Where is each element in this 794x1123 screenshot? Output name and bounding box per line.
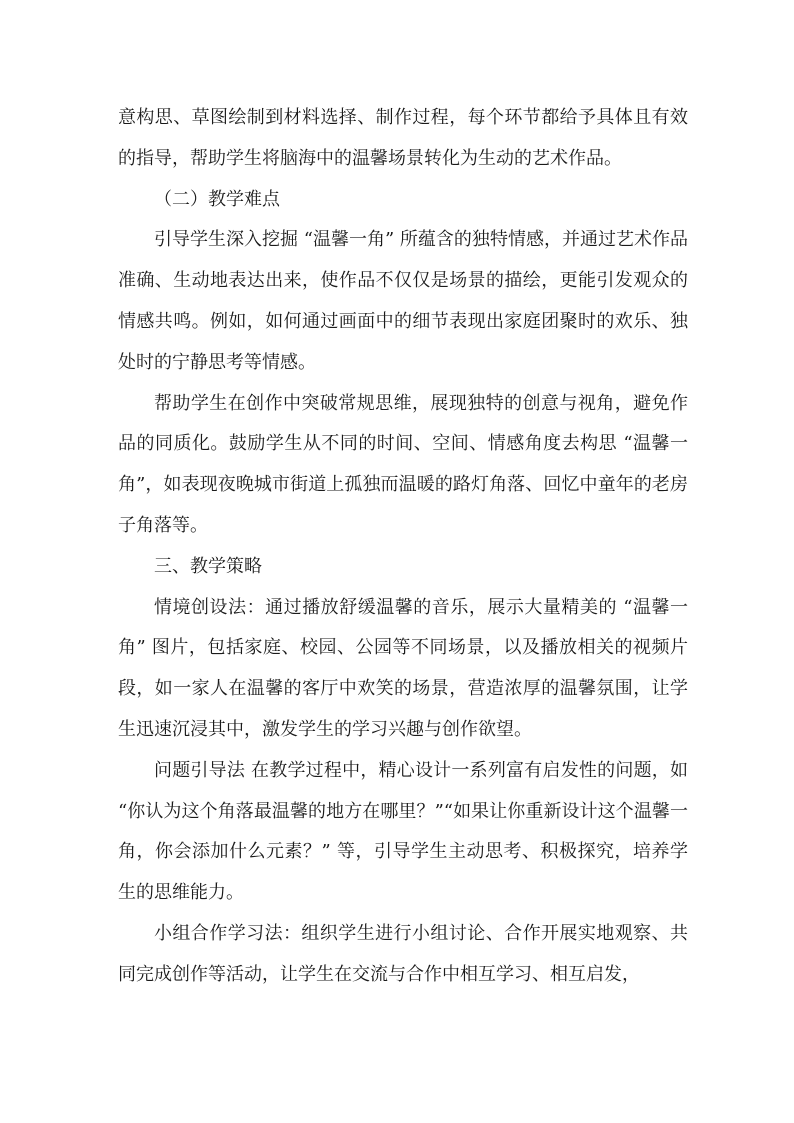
paragraph-difficulty-emotion: 引导学生深入挖掘 “温馨一角” 所蕴含的独特情感，并通过艺术作品准确、生动地表达出来，使作品不仅仅是场景的描绘，更能引发观众的情感共鸣。例如，如何通过画面中的细节表现出家庭团聚时的欢乐、独处时的宁静思考等情感。: [118, 229, 688, 373]
section-heading-teaching-difficulties: （二）教学难点: [154, 188, 280, 210]
section-heading-teaching-strategies: 三、教学策略: [154, 555, 262, 577]
paragraph-strategy-group-work: 小组合作学习法：组织学生进行小组讨论、合作开展实地观察、共同完成创作等活动，让学生在交流与合作中相互学习、相互启发，: [118, 922, 688, 985]
paragraph-strategy-questions: 问题引导法 在教学过程中，精心设计一系列富有启发性的问题，如 “你认为这个角落最温馨的地方在哪里？”“如果让你重新设计这个温馨一角，你会添加什么元素？” 等，引导学生主动思考、积极探究，培养学生的思维能力。: [118, 759, 688, 904]
paragraph-continuation: 意构思、草图绘制到材料选择、制作过程，每个环节都给予具体且有效的指导，帮助学生将脑海中的温馨场景转化为生动的艺术作品。: [118, 107, 688, 169]
document-body: [118, 98, 688, 996]
paragraph-difficulty-creativity: 帮助学生在创作中突破常规思维，展现独特的创意与视角，避免作品的同质化。鼓励学生从不同的时间、空间、情感角度去构思 “温馨一角”，如表现夜晚城市街道上孤独而温暖的路灯角落、回忆中童年的老房子角落等。: [118, 392, 688, 536]
paragraph-strategy-situation: 情境创设法：通过播放舒缓温馨的音乐，展示大量精美的 “温馨一角” 图片，包括家庭、校园、公园等不同场景，以及播放相关的视频片段，如一家人在温馨的客厅中欢笑的场景，营造浓厚的温馨氛围，让学生迅速沉浸其中，激发学生的学习兴趣与创作欲望。: [118, 596, 688, 740]
